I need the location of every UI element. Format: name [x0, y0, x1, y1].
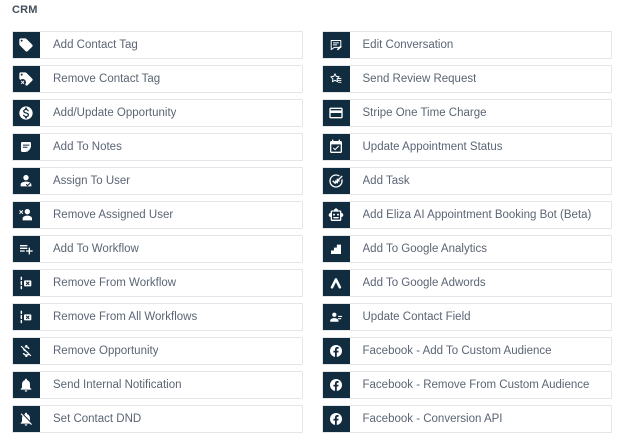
- action-item-add-to-google-analytics[interactable]: [322, 235, 613, 263]
- action-item-remove-from-all-workflows[interactable]: [12, 303, 303, 331]
- action-item-facebook-conversion-api[interactable]: [322, 405, 613, 433]
- action-item-add-eliza-ai-appointment-booking-bot-beta[interactable]: [322, 201, 613, 229]
- user-remove-icon: [12, 201, 40, 229]
- actions-column-right: [322, 31, 613, 439]
- action-label: Send Internal Notification: [53, 379, 182, 391]
- action-label: Remove Opportunity: [53, 345, 159, 357]
- actions-column-left: [12, 31, 303, 439]
- action-label: Update Contact Field: [362, 311, 471, 323]
- facebook-icon: [322, 371, 350, 399]
- task-add-icon: [322, 167, 350, 195]
- action-label: Remove From Workflow: [53, 277, 177, 289]
- action-label: Stripe One Time Charge: [362, 107, 487, 119]
- workflow-remove-icon: [12, 303, 40, 331]
- action-item-remove-from-workflow[interactable]: [12, 269, 303, 297]
- workflow-remove-icon: [12, 269, 40, 297]
- action-item-edit-conversation[interactable]: [322, 31, 613, 59]
- action-item-add-to-workflow[interactable]: [12, 235, 303, 263]
- contact-field-icon: [322, 303, 350, 331]
- action-item-add-task[interactable]: [322, 167, 613, 195]
- action-label: Add Contact Tag: [53, 39, 138, 51]
- action-item-stripe-one-time-charge[interactable]: [322, 99, 613, 127]
- action-label: Send Review Request: [362, 73, 477, 85]
- action-label: Add Task: [362, 175, 410, 187]
- action-item-add-to-google-adwords[interactable]: [322, 269, 613, 297]
- action-label: Facebook - Remove From Custom Audience: [362, 379, 590, 391]
- tag-icon: [12, 31, 40, 59]
- action-label: Remove Assigned User: [53, 209, 174, 221]
- action-item-update-appointment-status[interactable]: [322, 133, 613, 161]
- action-item-set-contact-dnd[interactable]: [12, 405, 303, 433]
- action-item-send-review-request[interactable]: [322, 65, 613, 93]
- section-title: CRM: [12, 4, 38, 16]
- action-label: Facebook - Add To Custom Audience: [362, 345, 552, 357]
- action-label: Assign To User: [53, 175, 131, 187]
- action-item-remove-opportunity[interactable]: [12, 337, 303, 365]
- workflow-add-icon: [12, 235, 40, 263]
- star-review-icon: [322, 65, 350, 93]
- action-label: Add To Workflow: [53, 243, 139, 255]
- action-label: Set Contact DND: [53, 413, 142, 425]
- facebook-icon: [322, 337, 350, 365]
- action-item-remove-contact-tag[interactable]: [12, 65, 303, 93]
- action-item-assign-to-user[interactable]: [12, 167, 303, 195]
- action-item-add-update-opportunity[interactable]: [12, 99, 303, 127]
- action-item-facebook-remove-from-custom-audience[interactable]: [322, 371, 613, 399]
- chat-edit-icon: [322, 31, 350, 59]
- analytics-stairs-icon: [322, 235, 350, 263]
- action-label: Facebook - Conversion API: [362, 413, 503, 425]
- action-label: Add To Notes: [53, 141, 122, 153]
- user-assign-icon: [12, 167, 40, 195]
- action-label: Add To Google Analytics: [362, 243, 487, 255]
- facebook-icon: [322, 405, 350, 433]
- action-label: Edit Conversation: [362, 39, 454, 51]
- action-label: Update Appointment Status: [362, 141, 503, 153]
- action-label: Remove From All Workflows: [53, 311, 198, 323]
- bell-off-icon: [12, 405, 40, 433]
- dollar-off-icon: [12, 337, 40, 365]
- calendar-check-icon: [322, 133, 350, 161]
- credit-card-icon: [322, 99, 350, 127]
- adwords-icon: [322, 269, 350, 297]
- tag-remove-icon: [12, 65, 40, 93]
- action-item-send-internal-notification[interactable]: [12, 371, 303, 399]
- note-edit-icon: [12, 133, 40, 161]
- dollar-circle-icon: [12, 99, 40, 127]
- action-item-remove-assigned-user[interactable]: [12, 201, 303, 229]
- action-item-update-contact-field[interactable]: [322, 303, 613, 331]
- actions-grid: [12, 31, 612, 439]
- action-label: Add Eliza AI Appointment Booking Bot (Beta): [362, 209, 592, 221]
- action-item-facebook-add-to-custom-audience[interactable]: [322, 337, 613, 365]
- robot-icon: [322, 201, 350, 229]
- action-label: Remove Contact Tag: [53, 73, 161, 85]
- action-item-add-to-notes[interactable]: [12, 133, 303, 161]
- bell-icon: [12, 371, 40, 399]
- action-label: Add/Update Opportunity: [53, 107, 177, 119]
- action-item-add-contact-tag[interactable]: [12, 31, 303, 59]
- action-label: Add To Google Adwords: [362, 277, 486, 289]
